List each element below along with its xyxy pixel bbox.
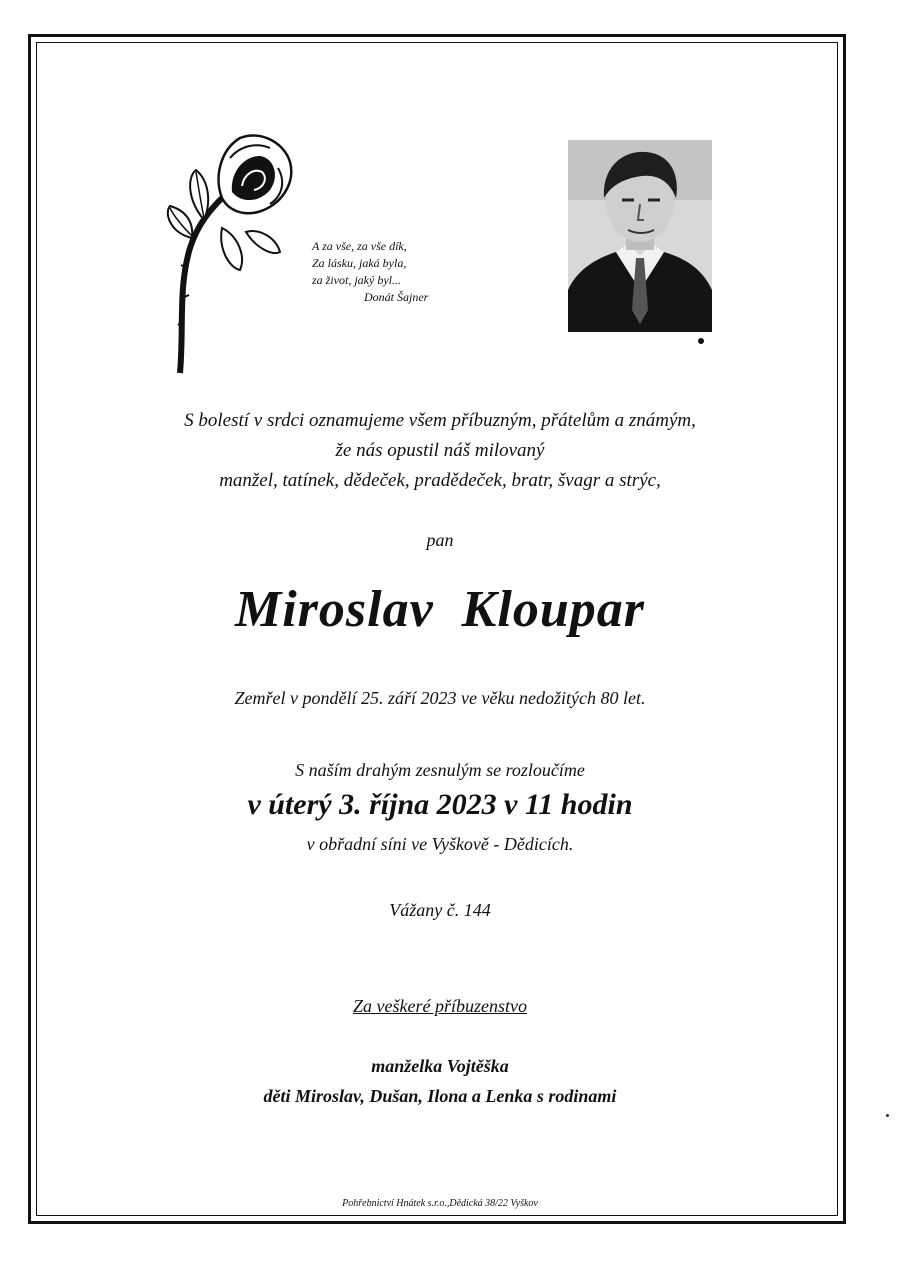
announcement-line: že nás opustil náš milovaný	[335, 440, 545, 461]
poem	[312, 238, 428, 306]
poem-line: A za vše, za vše dík,	[312, 239, 407, 253]
announcement-line: manžel, tatínek, dědeček, pradědeček, bratr, švagr a strýc,	[219, 470, 661, 491]
portrait-photo	[568, 140, 712, 332]
poem-line: za život, jaký byl...	[312, 273, 401, 287]
honorific: pan	[426, 530, 454, 550]
farewell-datetime: v úterý 3. října 2023 v 11 hodin	[247, 788, 633, 821]
footer: Pohřebnictví Hnátek s.r.o.,Dědická 38/22 Vyškov	[342, 1198, 538, 1209]
family-spouse: manželka Vojtěška	[371, 1056, 509, 1076]
death-info: Zemřel v pondělí 25. září 2023 ve věku nedožitých 80 let.	[234, 688, 646, 708]
scan-speck	[886, 1114, 889, 1117]
announcement	[60, 406, 820, 496]
poem-line: Za lásku, jaká byla,	[312, 256, 407, 270]
family-children: děti Miroslav, Dušan, Ilona a Lenka s rodinami	[263, 1086, 617, 1106]
farewell-intro: S naším drahým zesnulým se rozloučíme	[295, 760, 585, 780]
address: Vážany č. 144	[389, 900, 491, 920]
rose-icon	[160, 128, 300, 378]
farewell-place: v obřadní síni ve Vyškově - Dědicích.	[306, 834, 574, 854]
deceased-name: Miroslav Kloupar	[235, 581, 645, 638]
announcement-line: S bolestí v srdci oznamujeme všem příbuzným, přátelům a známým,	[184, 410, 696, 431]
dot-mark	[698, 338, 704, 344]
on-behalf-text: Za veškeré příbuzenstvo	[353, 996, 527, 1016]
poem-author: Donát Šajner	[364, 290, 429, 304]
on-behalf	[60, 996, 820, 1017]
